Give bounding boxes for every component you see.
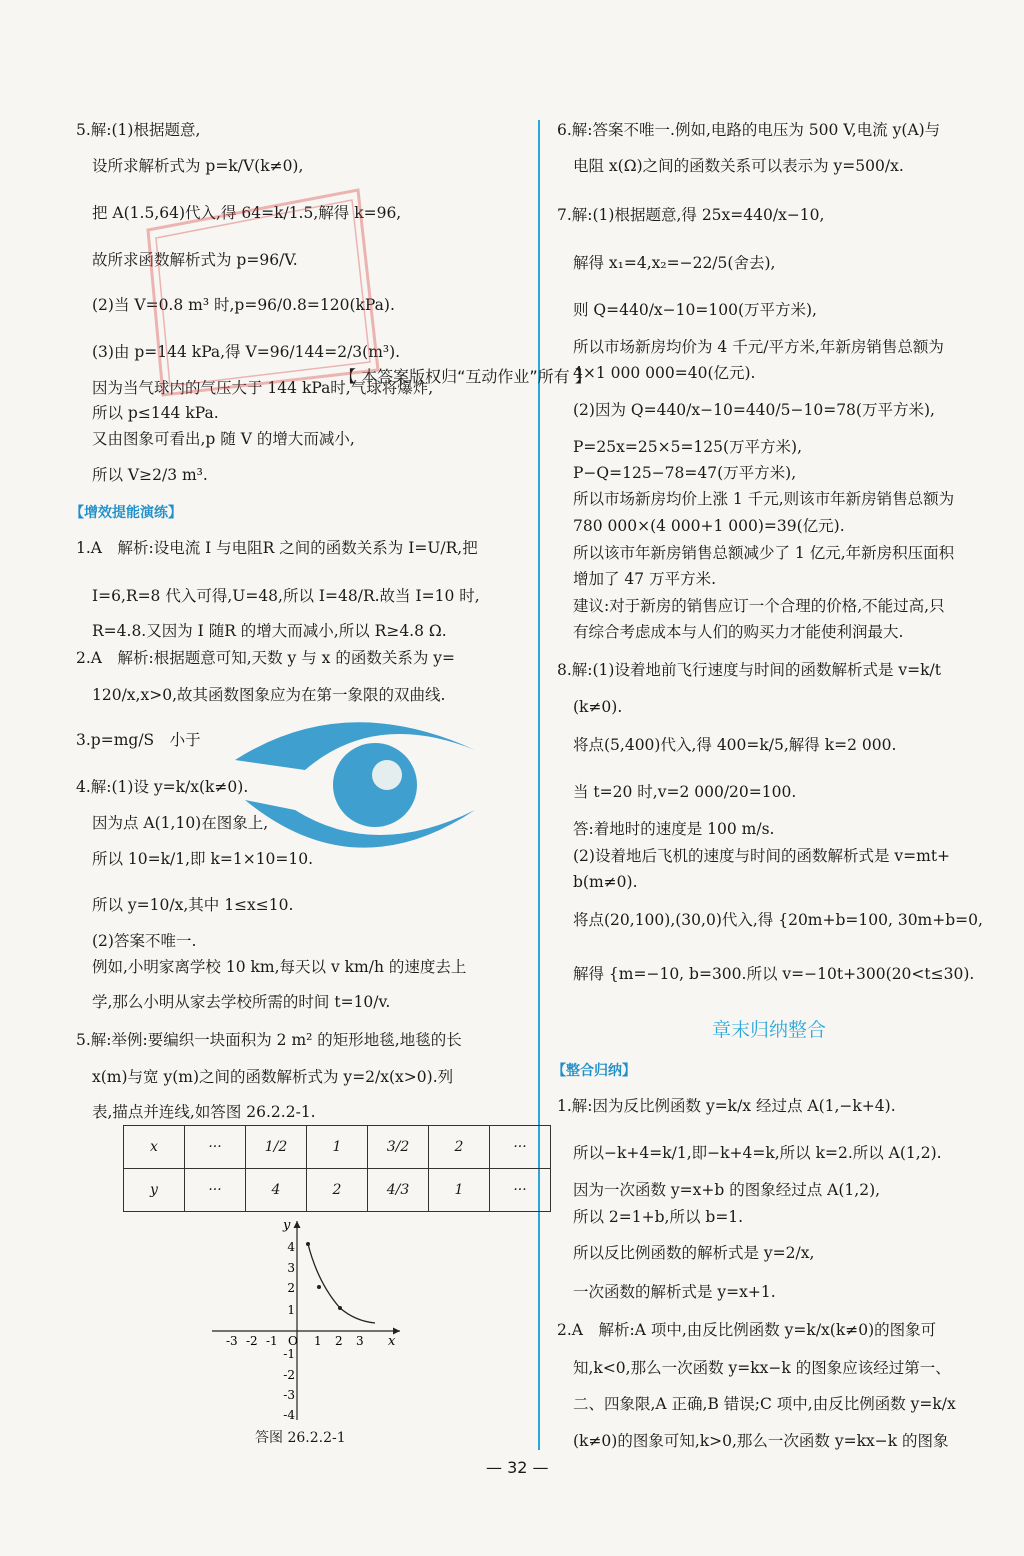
answer-line: x(m)与宽 y(m)之间的函数解析式为 y=2/x(x>0).列 bbox=[92, 1068, 454, 1086]
y-tick-label: -3 bbox=[283, 1388, 295, 1402]
section-heading: 【整合归纳】 bbox=[552, 1063, 636, 1079]
answer-line: 8.解:(1)设着地前飞行速度与时间的函数解析式是 v=k/t bbox=[557, 661, 941, 679]
figure-caption: 答图 26.2.2-1 bbox=[255, 1430, 346, 1446]
x-tick-label: -1 bbox=[266, 1334, 278, 1348]
y-tick-label: 4 bbox=[287, 1240, 295, 1254]
answer-line: 780 000×(4 000+1 000)=39(亿元). bbox=[573, 517, 845, 535]
y-axis-label: y bbox=[283, 1218, 291, 1233]
answer-line: 所以 2=1+b,所以 b=1. bbox=[573, 1208, 744, 1226]
x-axis-label: x bbox=[388, 1334, 396, 1349]
answer-line: 解得 x₁=4,x₂=−22/5(舍去), bbox=[573, 254, 776, 272]
plot-point bbox=[306, 1242, 310, 1246]
x-tick-label: 2 bbox=[335, 1334, 343, 1348]
answer-line: 有综合考虑成本与人们的购买力才能使利润最大. bbox=[573, 623, 904, 641]
table-cell: ··· bbox=[490, 1169, 551, 1212]
table-cell: 4/3 bbox=[368, 1169, 429, 1212]
answer-line: 一次函数的解析式是 y=x+1. bbox=[573, 1283, 776, 1301]
answer-line: 电阻 x(Ω)之间的函数关系可以表示为 y=500/x. bbox=[573, 157, 904, 175]
table-cell: 2 bbox=[307, 1169, 368, 1212]
answer-line: b(m≠0). bbox=[573, 873, 638, 891]
answer-line: 则 Q=440/x−10=100(万平方米), bbox=[573, 301, 817, 319]
y-tick-label: 2 bbox=[287, 1281, 295, 1295]
table-cell: 2 bbox=[429, 1126, 490, 1169]
table-cell: ··· bbox=[185, 1169, 246, 1212]
y-tick-label: -1 bbox=[283, 1347, 295, 1361]
x-tick-label: 3 bbox=[356, 1334, 364, 1348]
answer-line: 120/x,x>0,故其函数图象应为在第一象限的双曲线. bbox=[92, 686, 446, 704]
answer-line: 当 t=20 时,v=2 000/20=100. bbox=[573, 783, 797, 801]
plot-point bbox=[317, 1285, 321, 1289]
answer-line: 7.解:(1)根据题意,得 25x=440/x−10, bbox=[557, 206, 825, 224]
answer-line: 所以市场新房均价上涨 1 千元,则该市年新房销售总额为 bbox=[573, 490, 955, 508]
table-cell: y bbox=[124, 1169, 185, 1212]
x-tick-label: -3 bbox=[226, 1334, 238, 1348]
x-tick-label: -2 bbox=[246, 1334, 258, 1348]
answer-line: 所以 V≥2/3 m³. bbox=[92, 466, 208, 484]
table-row bbox=[124, 1126, 551, 1169]
page-number: — 32 — bbox=[486, 1458, 549, 1477]
answer-line: 因为一次函数 y=x+b 的图象经过点 A(1,2), bbox=[573, 1181, 881, 1199]
table-cell: 1 bbox=[429, 1169, 490, 1212]
copyright-notice: 【 本答案版权归“互动作业”所有 】 bbox=[340, 367, 591, 386]
answer-line: (2)因为 Q=440/x−10=440/5−10=78(万平方米), bbox=[573, 401, 935, 419]
answer-line: (2)答案不唯一. bbox=[92, 932, 197, 950]
answer-line: 将点(20,100),(30,0)代入,得 {20m+b=100, 30m+b=0, bbox=[573, 911, 983, 929]
answer-line: 所以 10=k/1,即 k=1×10=10. bbox=[92, 850, 314, 868]
answer-line: 答:着地时的速度是 100 m/s. bbox=[573, 820, 775, 838]
answer-line: 1.A 解析:设电流 I 与电阻R 之间的函数关系为 I=U/R,把 bbox=[76, 539, 478, 557]
answer-line: (3)由 p=144 kPa,得 V=96/144=2/3(m³). bbox=[92, 343, 401, 361]
plot-point bbox=[338, 1306, 342, 1310]
answer-line: 所以市场新房均价为 4 千元/平方米,年新房销售总额为 bbox=[573, 338, 944, 356]
answer-line: 把 A(1.5,64)代入,得 64=k/1.5,解得 k=96, bbox=[92, 204, 402, 222]
answer-line: 所以 p≤144 kPa. bbox=[92, 404, 219, 422]
answer-line: 因为当气球内的气压大于 144 kPa时,气球将爆炸, bbox=[92, 379, 434, 397]
answer-line: 3.p=mg/S 小于 bbox=[76, 731, 201, 749]
answer-line: 4.解:(1)设 y=k/x(k≠0). bbox=[76, 778, 249, 796]
answer-line: 1.解:因为反比例函数 y=k/x 经过点 A(1,−k+4). bbox=[557, 1097, 896, 1115]
table-cell: ··· bbox=[185, 1126, 246, 1169]
table-cell: 1 bbox=[307, 1126, 368, 1169]
answer-line: 知,k<0,那么一次函数 y=kx−k 的图象应该经过第一、 bbox=[573, 1359, 951, 1377]
answer-line: 二、四象限,A 正确,B 错误;C 项中,由反比例函数 y=k/x bbox=[573, 1395, 956, 1413]
answer-line: P−Q=125−78=47(万平方米), bbox=[573, 464, 797, 482]
answer-line: P=25x=25×5=125(万平方米), bbox=[573, 438, 803, 456]
y-tick-label: -4 bbox=[283, 1408, 295, 1422]
hyperbola-graph bbox=[200, 1215, 420, 1430]
answer-line: 4×1 000 000=40(亿元). bbox=[573, 364, 756, 382]
value-table bbox=[123, 1125, 551, 1212]
table-cell: 3/2 bbox=[368, 1126, 429, 1169]
table-cell: ··· bbox=[490, 1126, 551, 1169]
answer-line: I=6,R=8 代入可得,U=48,所以 I=48/R.故当 I=10 时, bbox=[92, 587, 480, 605]
answer-line: 又由图象可看出,p 随 V 的增大而减小, bbox=[92, 430, 355, 448]
stamp-watermark bbox=[128, 170, 388, 400]
answer-line: 所以反比例函数的解析式是 y=2/x, bbox=[573, 1244, 815, 1262]
answer-line: (k≠0). bbox=[573, 698, 623, 716]
y-tick-label: 1 bbox=[287, 1303, 295, 1317]
table-cell: 1/2 bbox=[246, 1126, 307, 1169]
answer-line: 设所求解析式为 p=k/V(k≠0), bbox=[92, 157, 304, 175]
y-tick-label: -2 bbox=[283, 1368, 295, 1382]
answer-line: 表,描点并连线,如答图 26.2.2-1. bbox=[92, 1103, 316, 1121]
answer-line: (2)设着地后飞机的速度与时间的函数解析式是 v=mt+ bbox=[573, 847, 951, 865]
answer-line: 因为点 A(1,10)在图象上, bbox=[92, 814, 269, 832]
table-cell: x bbox=[124, 1126, 185, 1169]
answer-line: 所以 y=10/x,其中 1≤x≤10. bbox=[92, 896, 294, 914]
answer-line: 2.A 解析:根据题意可知,天数 y 与 x 的函数关系为 y= bbox=[76, 649, 456, 667]
x-tick-labels bbox=[226, 1334, 364, 1348]
y-tick-label: 3 bbox=[287, 1261, 295, 1275]
answer-line: 解得 {m=−10, b=300.所以 v=−10t+300(20<t≤30). bbox=[573, 965, 975, 983]
answer-line: 建议:对于新房的销售应订一个合理的价格,不能过高,只 bbox=[573, 597, 945, 615]
hyperbola-curve bbox=[308, 1244, 375, 1323]
x-tick-label: 1 bbox=[314, 1334, 322, 1348]
site-logo-watermark bbox=[225, 690, 875, 880]
answer-line: R=4.8.又因为 I 随R 的增大而减小,所以 R≥4.8 Ω. bbox=[92, 622, 447, 640]
answer-line: 2.A 解析:A 项中,由反比例函数 y=k/x(k≠0)的图象可 bbox=[557, 1321, 937, 1339]
chapter-heading: 章末归纳整合 bbox=[712, 1019, 827, 1041]
answer-line: 6.解:答案不唯一.例如,电路的电压为 500 V,电流 y(A)与 bbox=[557, 121, 941, 139]
answer-line: 故所求函数解析式为 p=96/V. bbox=[92, 251, 298, 269]
section-heading: 【增效提能演练】 bbox=[70, 505, 182, 521]
answer-line: 增加了 47 万平方米. bbox=[573, 570, 717, 588]
answer-line: 学,那么小明从家去学校所需的时间 t=10/v. bbox=[92, 993, 391, 1011]
answer-line: 所以−k+4=k/1,即−k+4=k,所以 k=2.所以 A(1,2). bbox=[573, 1144, 942, 1162]
x-tick-label: O bbox=[288, 1334, 298, 1348]
answer-line: 5.解:(1)根据题意, bbox=[76, 121, 201, 139]
answer-line: 例如,小明家离学校 10 km,每天以 v km/h 的速度去上 bbox=[92, 958, 467, 976]
answer-line: 5.解:举例:要编织一块面积为 2 m² 的矩形地毯,地毯的长 bbox=[76, 1031, 462, 1049]
table-row bbox=[124, 1169, 551, 1212]
table-cell: 4 bbox=[246, 1169, 307, 1212]
answer-line: (2)当 V=0.8 m³ 时,p=96/0.8=120(kPa). bbox=[92, 296, 395, 314]
answer-line: 所以该市年新房销售总额减少了 1 亿元,年新房积压面积 bbox=[573, 544, 955, 562]
answer-line: 将点(5,400)代入,得 400=k/5,解得 k=2 000. bbox=[573, 736, 897, 754]
answer-line: (k≠0)的图象可知,k>0,那么一次函数 y=kx−k 的图象 bbox=[573, 1432, 949, 1450]
